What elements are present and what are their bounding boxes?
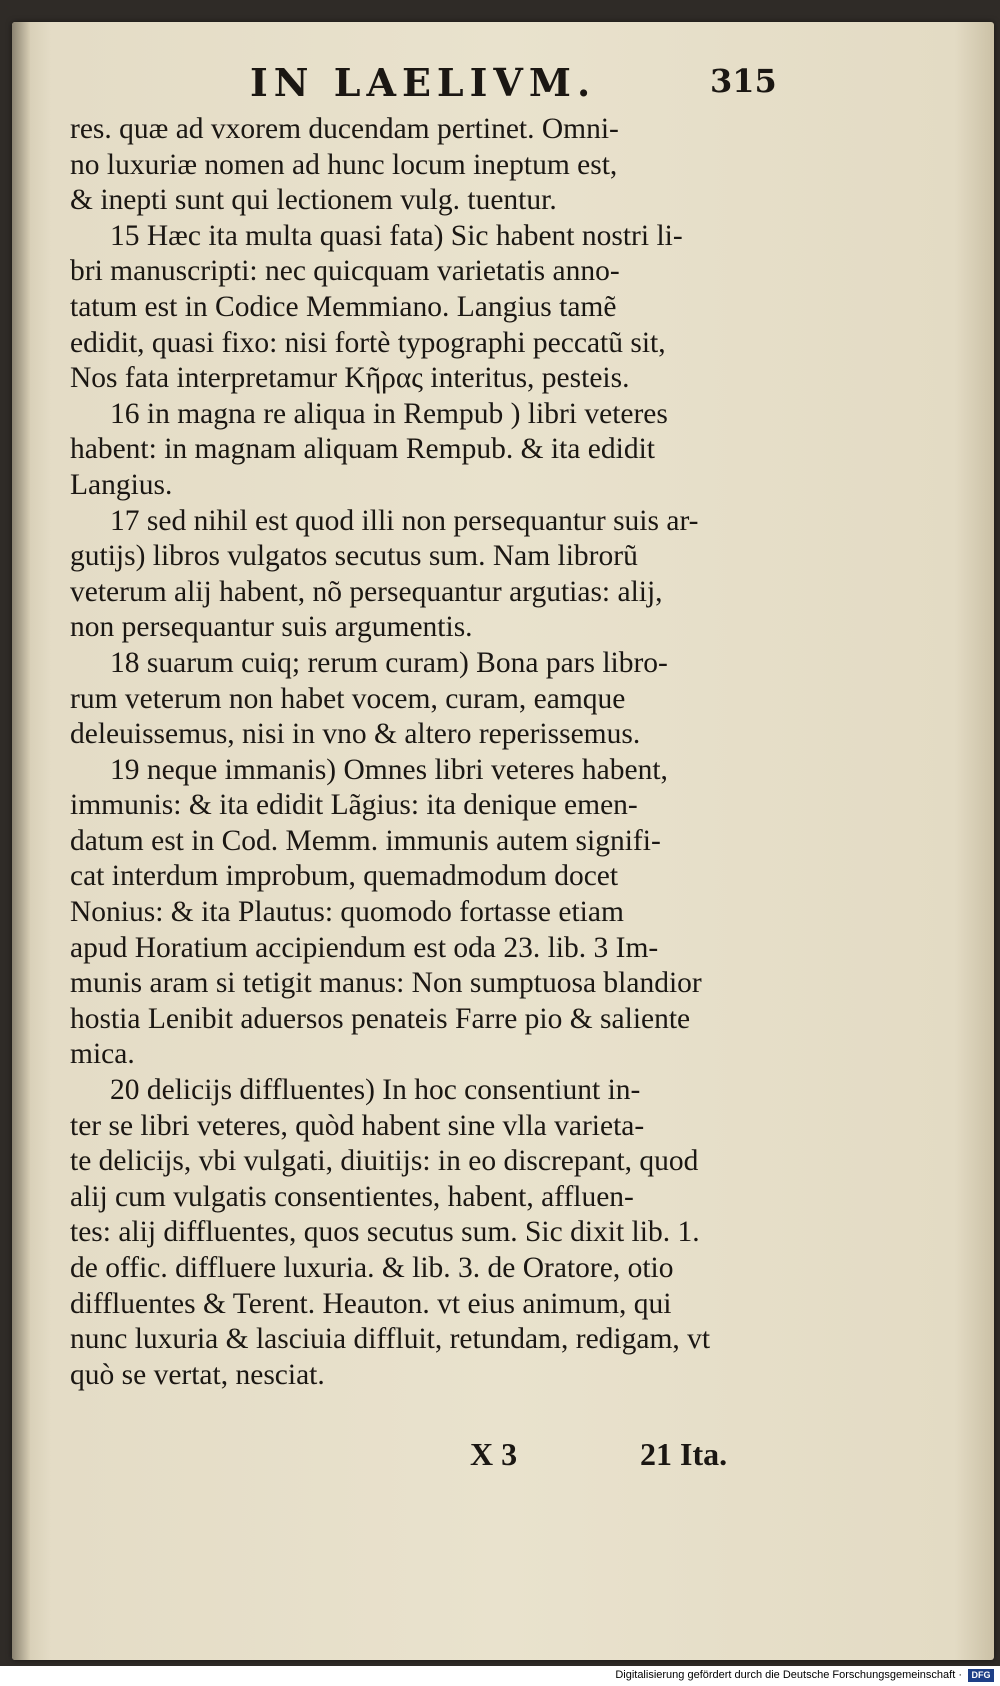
text-line: cat interdum improbum, quemadmodum docet: [70, 860, 619, 893]
page-body: [70, 112, 762, 1393]
text-line: Nonius: & ita Plautus: quomodo fortasse etiam: [70, 896, 624, 929]
text-line: ter se libri veteres, quòd habent sine vlla varieta-: [70, 1109, 645, 1142]
text-line: rum veterum non habet vocem, curam, eamque: [70, 682, 626, 715]
text-line: Langius.: [70, 468, 173, 501]
note-18-line: 18 suarum cuiq; rerum curam) Bona pars libro-: [110, 646, 668, 679]
note-15-line: 15 Hæc ita multa quasi fata) Sic habent nostri li-: [110, 219, 683, 252]
note-19-line: 19 neque immanis) Omnes libri veteres habent,: [110, 753, 668, 786]
text-line: diffluentes & Terent. Heauton. vt eius animum, qui: [70, 1287, 672, 1320]
note-17-line: 17 sed nihil est quod illi non persequantur suis ar-: [110, 504, 699, 537]
text-line: te delicijs, vbi vulgati, diuitijs: in eo discrepant, quod: [70, 1145, 699, 1178]
catchword: 21 Ita.: [640, 1436, 728, 1472]
credit-text: Digitalisierung gefördert durch die Deutsche Forschungsgemeinschaft ·: [615, 1669, 962, 1681]
text-line: & inepti sunt qui lectionem vulg. tuentur.: [70, 184, 557, 217]
text-line: nunc luxuria & lasciuia diffluit, retundam, redigam, vt: [70, 1323, 711, 1356]
text-line: alij cum vulgatis consentientes, habent, affluen-: [70, 1180, 634, 1213]
running-title: IN LAELIVM.: [250, 60, 597, 105]
text-line: no luxuriæ nomen ad hunc locum ineptum est,: [70, 148, 618, 181]
text-line: datum est in Cod. Memm. immunis autem signifi-: [70, 824, 661, 857]
digitization-credit-bar: [0, 1666, 1000, 1686]
text-line: quò se vertat, nesciat.: [70, 1358, 325, 1391]
text-line: de offic. diffluere luxuria. & lib. 3. de Oratore, otio: [70, 1252, 674, 1284]
text-line: hostia Lenibit aduersos penateis Farre pio & saliente: [70, 1002, 691, 1035]
text-line: veterum alij habent, nõ persequantur argutias: alij,: [70, 575, 663, 608]
text-line: immunis: & ita edidit Lãgius: ita denique emen-: [70, 789, 638, 822]
text-line: deleuissemus, nisi in vno & altero reperissemus.: [70, 718, 641, 751]
note-20-line: 20 delicijs diffluentes) In hoc consentiunt in-: [110, 1074, 641, 1107]
text-line: habent: in magnam aliquam Rempub. & ita edidit: [70, 433, 655, 466]
text-line: tes: alij diffluentes, quos secutus sum. Sic dixit lib. 1.: [70, 1216, 700, 1249]
page-spine-shadow: [12, 22, 30, 1660]
note-16-line: 16 in magna re aliqua in Rempub ) libri veteres: [110, 397, 668, 430]
text-line: apud Horatium accipiendum est oda 23. lib. 3 Im-: [70, 931, 659, 964]
text-line: Nos fata interpretamur Κῆρας interitus, pesteis.: [70, 362, 630, 395]
text-line: tatum est in Codice Memmiano. Langius tamẽ: [70, 290, 617, 323]
text-line: gutijs) libros vulgatos secutus sum. Nam librorũ: [70, 540, 638, 573]
text-line: edidit, quasi fixo: nisi fortè typographi peccatũ sit,: [70, 326, 666, 359]
text-line: bri manuscripti: nec quicquam varietatis anno-: [70, 255, 620, 288]
text-line: munis aram si tetigit manus: Non sumptuosa blandior: [70, 967, 702, 1000]
text-line: mica.: [70, 1038, 135, 1071]
dfg-logo-icon: DFG: [968, 1669, 994, 1682]
text-line: res. quæ ad vxorem ducendam pertinet. Omni-: [70, 113, 619, 145]
page-number: 315: [710, 62, 777, 100]
signature-mark: X 3: [470, 1436, 518, 1472]
text-line: non persequantur suis argumentis.: [70, 611, 473, 644]
